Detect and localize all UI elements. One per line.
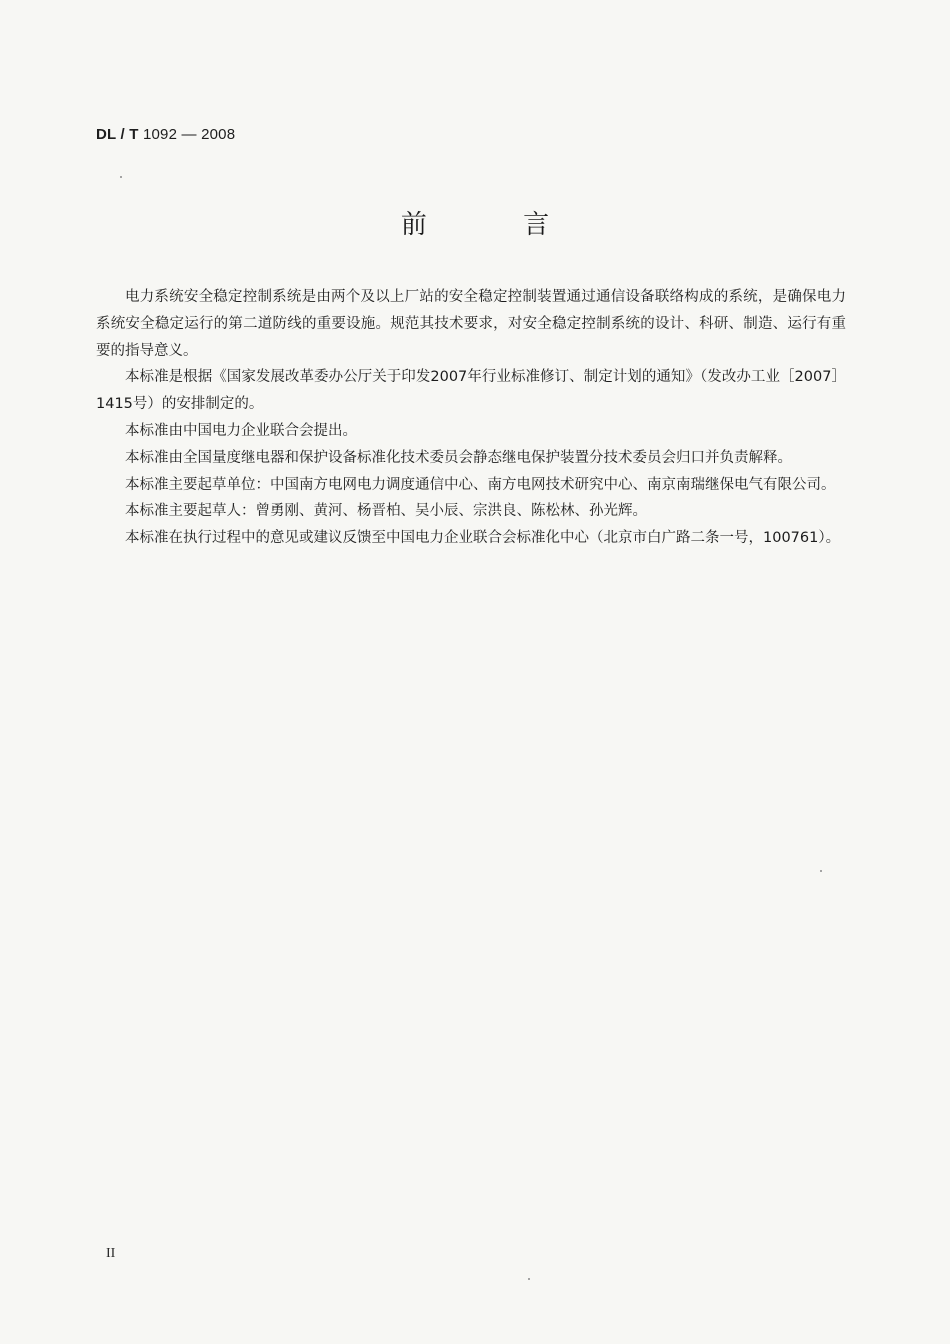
paragraph-drafters: 本标准主要起草人：曾勇刚、黄河、杨晋柏、吴小辰、宗洪良、陈松林、孙光辉。 bbox=[125, 503, 647, 520]
standard-code bbox=[96, 126, 235, 143]
paragraph-proposer: 本标准由中国电力企业联合会提出。 bbox=[125, 422, 357, 439]
standard-code-prefix: DL / T bbox=[96, 126, 139, 143]
standard-code-number: 1092 — 2008 bbox=[138, 126, 236, 143]
paragraph-basis: 本标准是根据《国家发展改革委办公厅关于印发2007年行业标准修订、制定计划的通知》（发改办工业［2007］1415号）的安排制定的。 bbox=[96, 369, 846, 413]
paragraph-intro: 电力系统安全稳定控制系统是由两个及以上厂站的安全稳定控制装置通过通信设备联络构成的系统，是确保电力系统安全稳定运行的第二道防线的重要设施。规范其技术要求，对安全稳定控制系统的设计、科研、制造、运行有重要的指导意义。 bbox=[96, 289, 846, 359]
paragraph-drafting-units: 本标准主要起草单位：中国南方电网电力调度通信中心、南方电网技术研究中心、南京南瑞继保电气有限公司。 bbox=[125, 476, 836, 493]
paragraph-feedback: 本标准在执行过程中的意见或建议反馈至中国电力企业联合会标准化中心（北京市白广路二条一号，100761）。 bbox=[125, 530, 841, 547]
page-number: II bbox=[106, 1246, 116, 1261]
page-title: 前 言 bbox=[400, 210, 594, 240]
foreword-body bbox=[96, 284, 846, 552]
scan-speck bbox=[120, 176, 122, 178]
scan-speck bbox=[528, 1278, 530, 1280]
paragraph-responsible: 本标准由全国量度继电器和保护设备标准化技术委员会静态继电保护装置分技术委员会归口并负责解释。 bbox=[125, 449, 792, 466]
scan-speck bbox=[820, 870, 822, 872]
